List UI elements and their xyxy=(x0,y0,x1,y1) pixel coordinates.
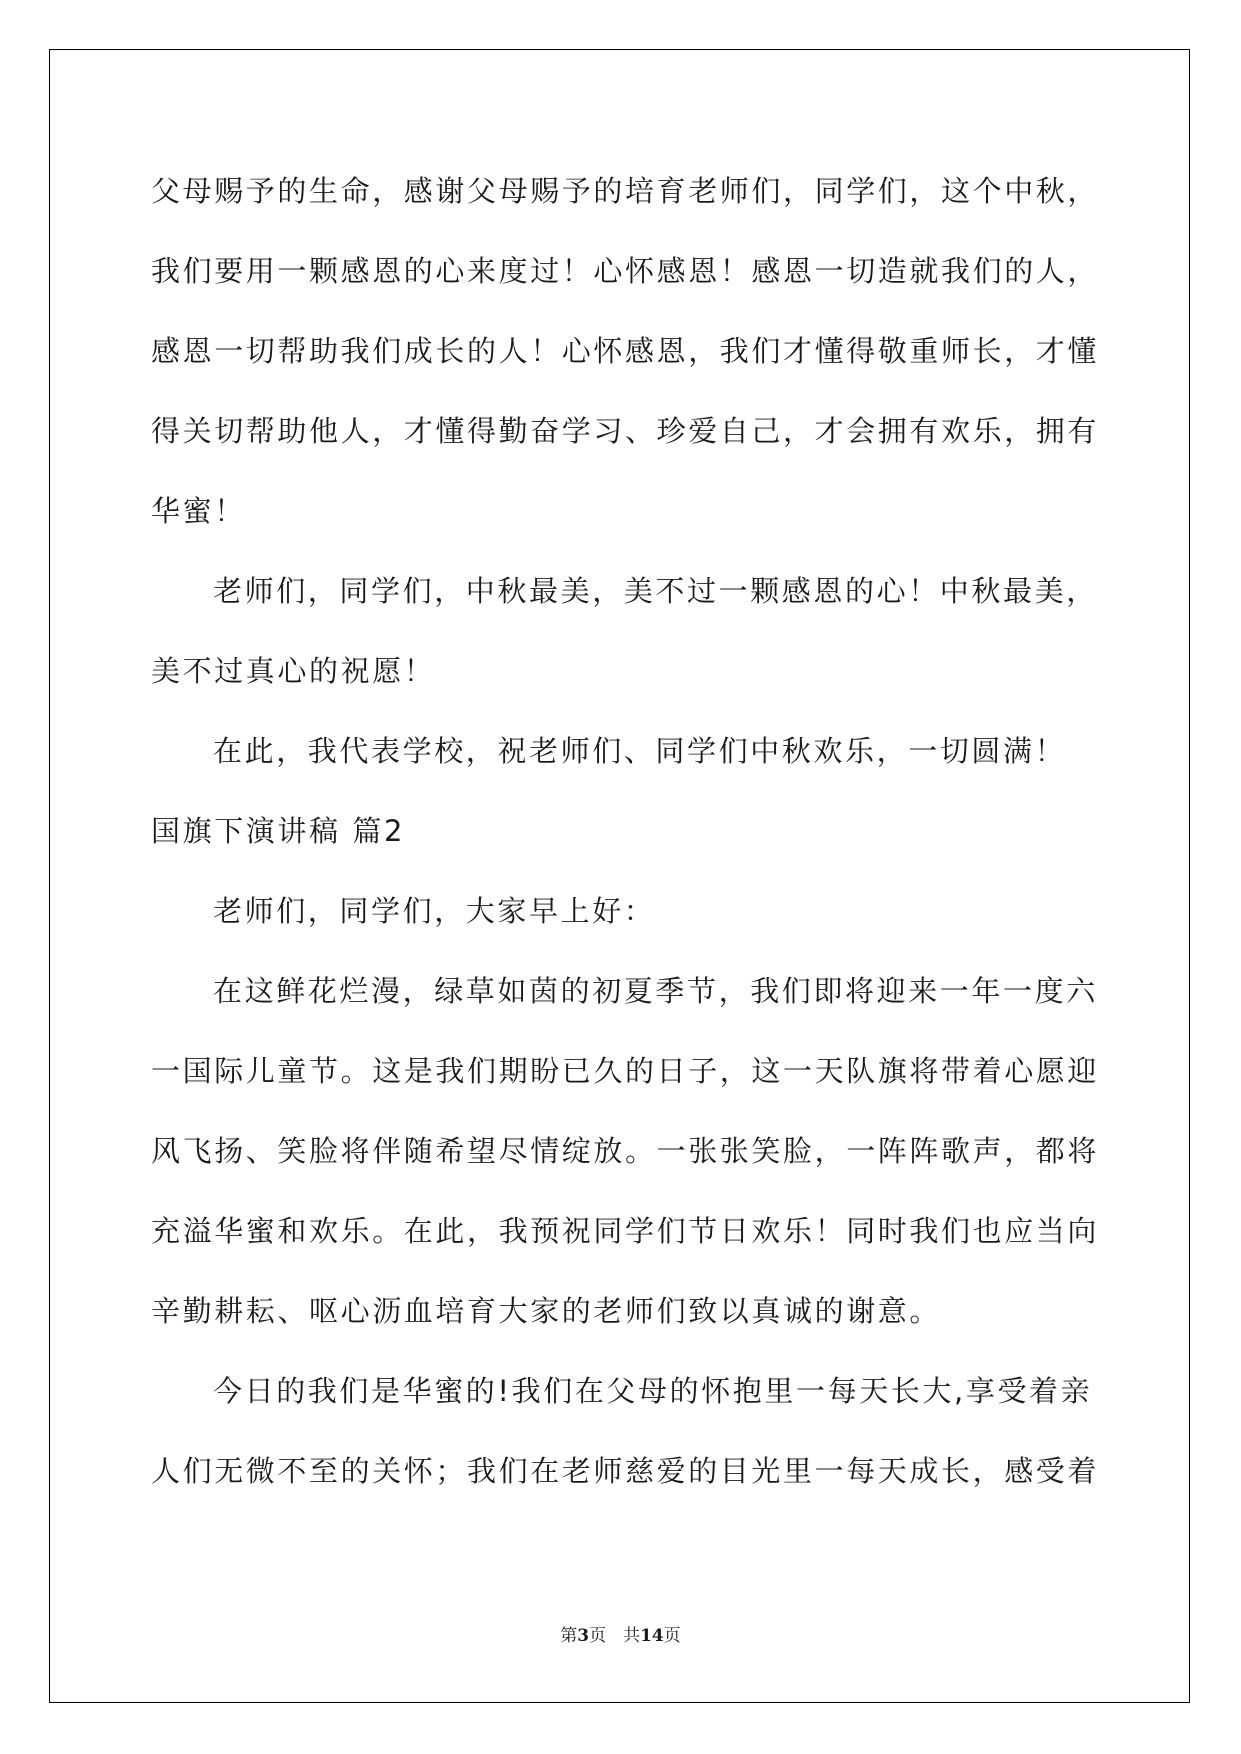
text-line: 老师们，同学们，中秋最美，美不过一颗感恩的心！中秋最美， xyxy=(213,574,1098,608)
text-line: 风飞扬、笑脸将伴随希望尽情绽放。一张张笑脸，一阵阵歌声，都将 xyxy=(151,1134,1100,1168)
page-suffix: 页 xyxy=(663,1626,681,1646)
page-prefix: 第 xyxy=(560,1626,578,1646)
text-line: 今日的我们是华蜜的!我们在父母的怀抱里一每天长大,享受着亲 xyxy=(213,1374,1093,1408)
text-line: 在此，我代表学校，祝老师们、同学们中秋欢乐，一切圆满！ xyxy=(213,734,1067,768)
page-mid: 页 共 xyxy=(589,1626,641,1646)
page-current: 3 xyxy=(577,1626,590,1646)
text-line: 感恩一切帮助我们成长的人！心怀感恩，我们才懂得敬重师长，才懂 xyxy=(151,334,1100,368)
text-line: 父母赐予的生命，感谢父母赐予的培育老师们，同学们，这个中秋， xyxy=(151,174,1100,208)
text-line: 美不过真心的祝愿！ xyxy=(151,654,436,688)
text-line: 充溢华蜜和欢乐。在此，我预祝同学们节日欢乐！同时我们也应当向 xyxy=(151,1214,1100,1248)
text-line: 一国际儿童节。这是我们期盼已久的日子，这一天队旗将带着心愿迎 xyxy=(151,1054,1100,1088)
text-line: 辛勤耕耘、呕心沥血培育大家的老师们致以真诚的谢意。 xyxy=(151,1294,942,1328)
text-line: 人们无微不至的关怀；我们在老师慈爱的目光里一每天成长，感受着 xyxy=(151,1454,1100,1488)
page-total: 14 xyxy=(640,1626,664,1646)
section-heading: 国旗下演讲稿 篇2 xyxy=(151,814,406,848)
text-line: 我们要用一颗感恩的心来度过！心怀感恩！感恩一切造就我们的人， xyxy=(151,254,1100,288)
text-line: 得关切帮助他人，才懂得勤奋学习、珍爱自己，才会拥有欢乐，拥有 xyxy=(151,414,1100,448)
text-line: 华蜜！ xyxy=(151,494,246,528)
page-footer xyxy=(0,1625,1241,1647)
text-line: 老师们，同学们，大家早上好： xyxy=(213,894,656,928)
text-line: 在这鲜花烂漫，绿草如茵的初夏季节，我们即将迎来一年一度六 xyxy=(213,974,1098,1008)
